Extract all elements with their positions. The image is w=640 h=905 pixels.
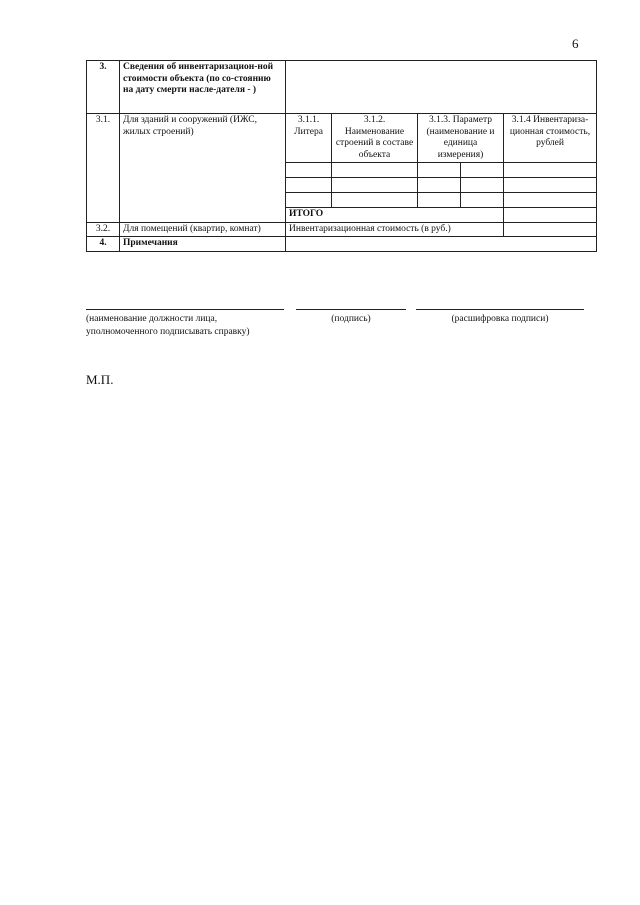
total-value-cell bbox=[504, 208, 597, 223]
row-3-number: 3. bbox=[87, 61, 120, 114]
column-header-3-1-2: 3.1.2. Наименование строений в составе объекта bbox=[332, 114, 418, 163]
decoding-caption: (расшифровка подписи) bbox=[451, 314, 549, 324]
total-label: ИТОГО bbox=[286, 208, 504, 223]
row-4-label: Примечания bbox=[120, 237, 286, 252]
row-3-label: Сведения об инвентаризацион-ной стоимости объекта (по со-стоянию на дату смерти насле-дателя - ) bbox=[120, 61, 286, 114]
position-signature-line bbox=[86, 309, 284, 310]
column-header-3-1-1: 3.1.1. Литера bbox=[286, 114, 332, 163]
row-3 bbox=[87, 61, 597, 114]
signature-caption: (подпись) bbox=[331, 314, 371, 324]
row-3-2-number: 3.2. bbox=[87, 222, 120, 237]
row-3-1-header bbox=[87, 114, 597, 163]
column-header-3-1-4: 3.1.4 Инвентариза-ционная стоимость, рублей bbox=[504, 114, 597, 163]
row-4-number: 4. bbox=[87, 237, 120, 252]
row-3-2 bbox=[87, 222, 597, 237]
position-caption: (наименование должности лица, уполномоченного подписывать справку) bbox=[86, 314, 250, 337]
column-header-3-1-3: 3.1.3. Параметр (наименование и единица измерения) bbox=[418, 114, 504, 163]
row-3-2-value-cell bbox=[504, 222, 597, 237]
row-3-1-number: 3.1. bbox=[87, 114, 120, 223]
row-3-value-cell bbox=[286, 61, 597, 114]
row-4 bbox=[87, 237, 597, 252]
signature-line bbox=[296, 309, 406, 310]
decoding-signature-line bbox=[416, 309, 584, 310]
page-number: 6 bbox=[572, 36, 579, 51]
row-3-2-label: Для помещений (квартир, комнат) bbox=[120, 222, 286, 237]
inventory-value-table bbox=[86, 60, 597, 252]
row-4-value-cell bbox=[286, 237, 597, 252]
stamp-placeholder: М.П. bbox=[86, 372, 114, 387]
row-3-1-label: Для зданий и сооружений (ИЖС, жилых строений) bbox=[120, 114, 286, 223]
row-3-2-value-label: Инвентаризационная стоимость (в руб.) bbox=[286, 222, 504, 237]
